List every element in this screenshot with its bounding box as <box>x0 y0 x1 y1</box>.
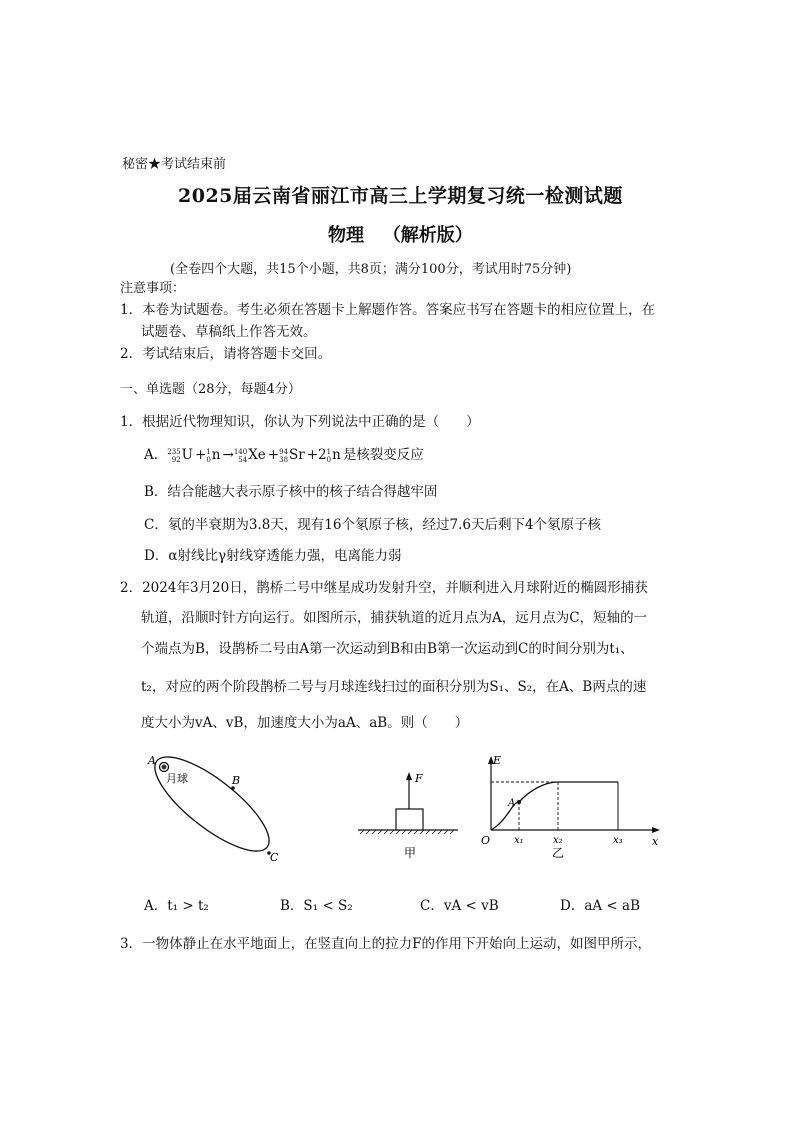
subject-title <box>328 221 473 247</box>
exam-info: (全卷四个大题，共15个小题，共8页；满分100分，考试用时75分钟) <box>170 262 572 277</box>
label-b: B <box>232 774 241 787</box>
q2-line-3: 个端点为B，设鹊桥二号由A第一次运动到B和由B第一次运动到C的时间分别为t₁、 <box>141 641 634 657</box>
confidential-mark: 秘密★考试结束前 <box>122 157 227 172</box>
point-a <box>517 800 521 804</box>
section-heading: 一、单选题（28分，每题4分） <box>120 382 301 397</box>
edition-label: （解析版） <box>382 225 473 246</box>
label-c: C <box>270 851 279 864</box>
label-x2: x₂ <box>553 835 563 846</box>
q2-option-d: D．aA < aB <box>560 898 640 914</box>
q1-option-d: D．α射线比γ射线穿透能力强，电离能力弱 <box>144 548 402 564</box>
x-arrowhead <box>652 827 660 833</box>
q2-option-a: A．t₁ > t₂ <box>144 898 209 914</box>
moon-core <box>162 765 167 770</box>
q2-figures <box>140 750 660 865</box>
label-x3: x₃ <box>613 835 623 846</box>
notice-item-1-cont: 试题卷、草稿纸上作答无效。 <box>141 324 317 340</box>
label-a: A <box>148 754 156 767</box>
q3-stem: 3．一物体静止在水平地面上，在竖直向上的拉力F的作用下开始向上运动，如图甲所示， <box>120 936 651 952</box>
q2-option-b: B．S₁ < S₂ <box>280 898 353 914</box>
force-arrowhead <box>406 772 412 780</box>
label-point-a: A <box>508 798 516 809</box>
q1-option-b: B．结合能越大表示原子核中的核子结合得越牢固 <box>144 484 438 500</box>
q2-line-2: 轨道，沿顺时针方向运行。如图所示，捕获轨道的近月点为A，远月点为C，短轴的一 <box>141 610 648 626</box>
q1-option-a: A． 235 92 U + 1 0 n → 140 54 Xe + 94 38 Sr +2 1 0 n 是核裂变反应 <box>144 447 424 464</box>
label-origin: O <box>481 834 491 847</box>
notice-item-1: 1．本卷为试题卷。考生必须在答题卡上解题作答。答案应书写在答题卡的相应位置上，在 <box>120 302 656 318</box>
label-x-axis: x <box>652 835 659 848</box>
q2-option-c: C．vA < vB <box>420 898 499 914</box>
notice-item-2: 2．考试结束后，请将答题卡交回。 <box>120 346 332 362</box>
label-e: E <box>493 754 502 767</box>
notice-heading: 注意事项： <box>120 281 186 296</box>
block <box>396 809 423 830</box>
figure-yi <box>481 754 660 860</box>
q1-stem: 1．根据近代物理知识，你认为下列说法中正确的是（ ） <box>120 414 480 430</box>
q2-line-1: 2．2024年3月20日，鹊桥二号中继星成功发射升空，并顺利进入月球附近的椭圆形捕获 <box>120 580 648 596</box>
orbit-diagram <box>142 750 282 865</box>
label-moon: 月球 <box>166 772 188 785</box>
label-force: F <box>415 772 423 785</box>
q2-line-5: 度大小为vA、vB，加速度大小为aA、aB。则（ ） <box>141 715 469 731</box>
subject-name: 物理 <box>328 225 364 246</box>
caption-jia: 甲 <box>404 846 417 860</box>
label-x1: x₁ <box>514 835 524 846</box>
q2-line-4: t₂，对应的两个阶段鹊桥二号与月球连线扫过的面积分别为S₁、S₂，在A、B两点的速 <box>141 679 647 695</box>
option-letter: A． <box>144 447 168 463</box>
figure-jia <box>358 772 458 860</box>
caption-yi: 乙 <box>552 846 565 860</box>
q1-option-c: C．氡的半衰期为3.8天，现有16个氡原子核，经过7.6天后剩下4个氡原子核 <box>144 517 602 533</box>
exam-title: 2025届云南省丽江市高三上学期复习统一检测试题 <box>178 185 623 207</box>
